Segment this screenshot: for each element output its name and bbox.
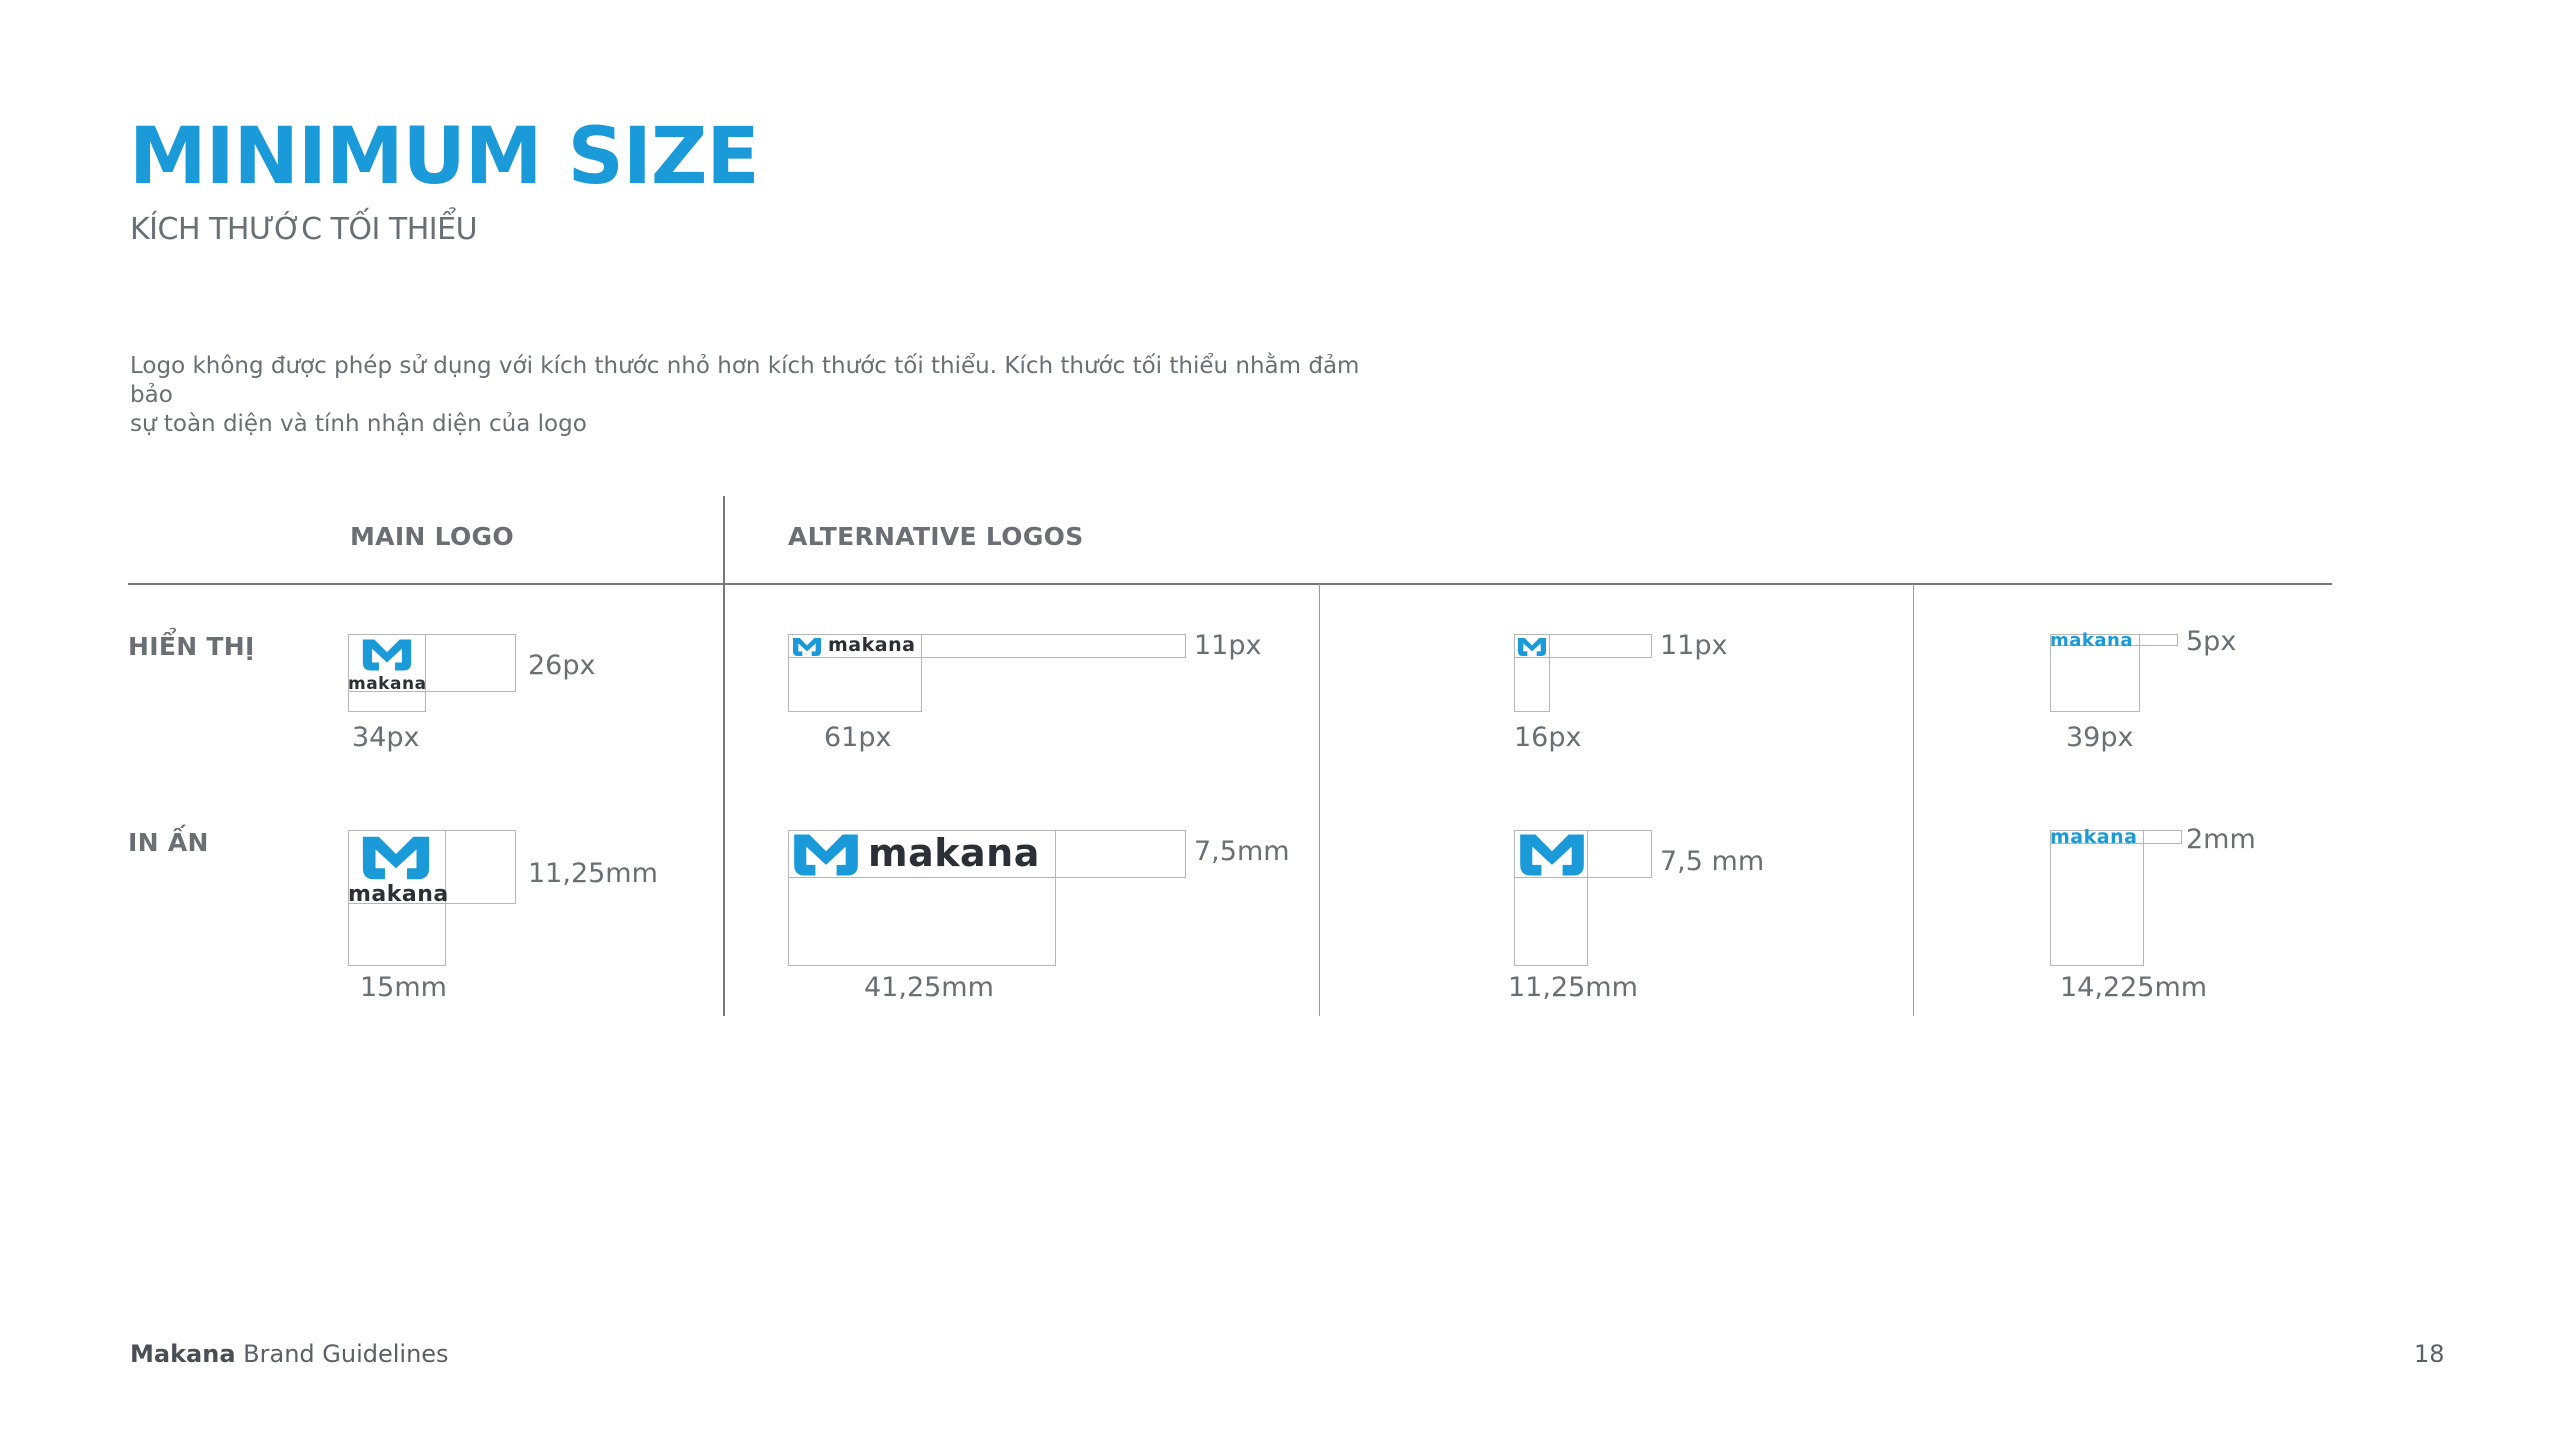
display-alt1-logo-spec: [788, 632, 1188, 712]
display-main-width-label: 34px: [352, 722, 420, 753]
print-alt3-logo-spec: [2050, 828, 2200, 968]
print-main-logo-spec: [348, 828, 518, 968]
description-line-1: Logo không được phép sử dụng với kích thước nhỏ hơn kích thước tối thiểu. Kích thước tối thiểu nhằm đảm bảo: [130, 353, 1360, 408]
column-header-main-logo: MAIN LOGO: [350, 522, 514, 551]
column-divider-1: [723, 496, 725, 1016]
logo-wordmark: makana: [2050, 630, 2133, 651]
print-alt3-height-label: 2mm: [2186, 824, 2256, 855]
print-alt1-width-label: 41,25mm: [864, 972, 994, 1003]
description-line-2: sự toàn diện và tính nhận diện của logo: [130, 411, 587, 437]
display-alt3-width-label: 39px: [2066, 722, 2134, 753]
width-guide-box: [2050, 826, 2144, 966]
logo-wordmark: makana: [348, 674, 427, 694]
row-header-print: IN ẤN: [128, 828, 209, 857]
makana-m-icon: [790, 636, 824, 658]
print-alt1-logo-spec: [788, 828, 1188, 968]
makana-m-icon: [1514, 830, 1590, 880]
print-main-height-label: 11,25mm: [528, 858, 658, 889]
display-alt1-height-label: 11px: [1194, 630, 1262, 661]
print-alt1-height-label: 7,5mm: [1194, 836, 1290, 867]
makana-m-icon: [356, 832, 436, 884]
display-main-logo-spec: [348, 632, 518, 712]
makana-m-icon: [1515, 636, 1549, 658]
print-main-width-label: 15mm: [360, 972, 447, 1003]
print-alt2-width-label: 11,25mm: [1508, 972, 1638, 1003]
logo-wordmark: makana: [828, 634, 916, 656]
table-header-divider: [128, 583, 2332, 585]
column-divider-3: [1913, 584, 1914, 1016]
display-main-height-label: 26px: [528, 650, 596, 681]
footer-brand-name: Makana: [130, 1340, 236, 1368]
print-alt3-width-label: 14,225mm: [2060, 972, 2208, 1003]
footer-brand: [130, 1340, 449, 1368]
column-header-alternative-logos: ALTERNATIVE LOGOS: [788, 522, 1084, 551]
page-title: MINIMUM SIZE: [129, 112, 759, 202]
display-alt3-logo-spec: [2050, 632, 2190, 712]
column-divider-2: [1319, 584, 1320, 1016]
print-alt2-logo-spec: [1514, 828, 1664, 968]
logo-wordmark: makana: [868, 831, 1040, 875]
display-alt1-width-label: 61px: [824, 722, 892, 753]
print-alt2-height-label: 7,5 mm: [1660, 846, 1765, 877]
logo-wordmark: makana: [2050, 826, 2138, 848]
display-alt2-height-label: 11px: [1660, 630, 1728, 661]
row-header-display: HIỂN THỊ: [128, 632, 255, 661]
page-subtitle: KÍCH THƯỚC TỐI THIỂU: [130, 212, 478, 247]
page-number: 18: [2414, 1340, 2445, 1368]
makana-m-icon: [788, 830, 864, 880]
display-alt2-logo-spec: [1514, 632, 1654, 712]
footer-brand-label: Brand Guidelines: [243, 1340, 449, 1368]
page-description: [130, 352, 1390, 439]
display-alt3-height-label: 5px: [2186, 626, 2237, 657]
makana-m-icon: [358, 636, 416, 674]
display-alt2-width-label: 16px: [1514, 722, 1582, 753]
logo-wordmark: makana: [348, 882, 449, 907]
